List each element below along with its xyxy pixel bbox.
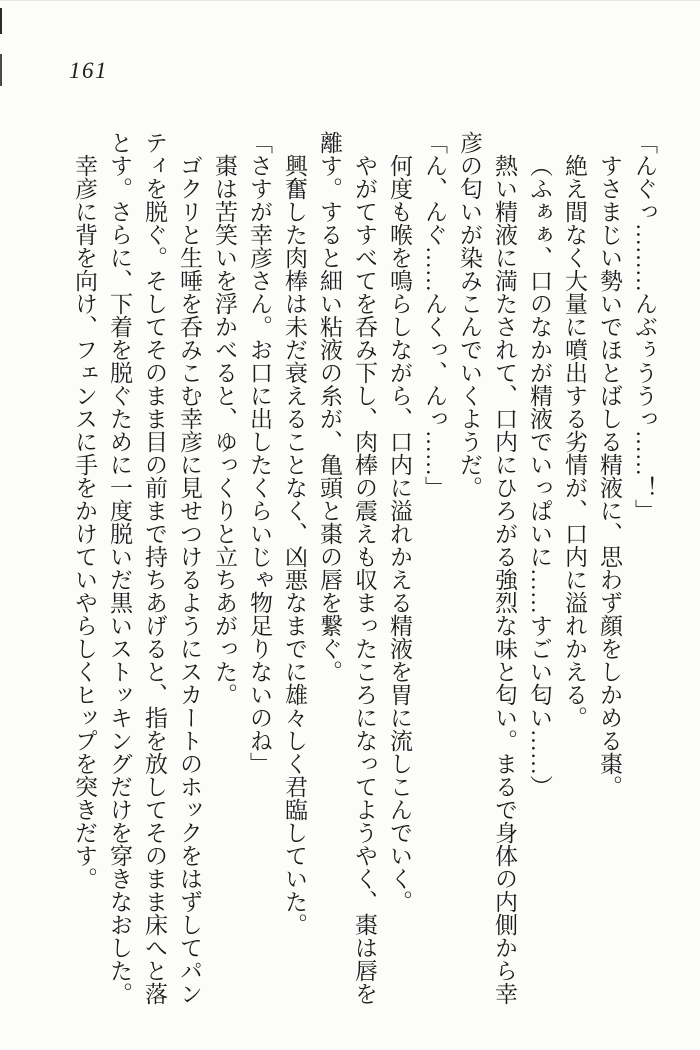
paragraph-narration: 興奮した肉棒は未だ衰えることなく、凶悪なまでに雄々しく君臨していた。 <box>282 154 307 936</box>
paragraph-dialogue: 「さすが幸彦さん。お口に出したくらいじゃ物足りないのね」 <box>247 131 272 775</box>
paragraph-narration: 棗は苦笑いを浮かべると、ゆっくりと立ちあがった。 <box>212 154 237 706</box>
scan-edge-top <box>0 0 700 1</box>
paragraph-thought: （ふぁぁ、口のなかが精液でいっぱいに……すごい匂い……） <box>527 154 552 798</box>
scan-edge-mark <box>0 54 2 86</box>
paragraph-narration: ゴクリと生唾を呑みこむ幸彦に見せつけるようにスカートのホックをはずしてパンティを脱ぐ。そしてそのまま目の前まで持ちあげると、指を放してそのまま床へと落とす。さらに、下着を脱ぐために一度脱いだ黒いストッキングだけを穿きなおした。 <box>107 131 202 1005</box>
paragraph-dialogue: 「んぐっ………んぶぅううっ……！」 <box>632 131 657 522</box>
paragraph-dialogue: 「ん、んぐ……んくっ、んっ……」 <box>422 131 447 499</box>
vertical-text-block <box>67 131 662 1005</box>
page-number: 161 <box>69 58 108 83</box>
paragraph-narration: やがてすべてを呑み下し、肉棒の震えも収まったころになってようやく、棗は唇を離す。すると細い粘液の糸が、亀頭と棗の唇を繋ぐ。 <box>317 131 377 1005</box>
paragraph-narration: 幸彦に背を向け、フェンスに手をかけていやらしくヒップを突きだす。 <box>72 154 97 890</box>
paragraph-narration: 何度も喉を鳴らしながら、口内に溢れかえる精液を胃に流しこんでいく。 <box>387 154 412 913</box>
scan-edge-mark <box>0 8 2 34</box>
paragraph-narration: 絶え間なく大量に噴出する劣情が、口内に溢れかえる。 <box>562 154 587 729</box>
paragraph-narration: すさまじい勢いでほとばしる精液に、思わず顔をしかめる棗。 <box>597 154 622 798</box>
paragraph-narration: 熱い精液に満たされて、口内にひろがる強烈な味と匂い。まるで身体の内側から幸彦の匂いが染みこんでいくようだ。 <box>457 131 517 1005</box>
